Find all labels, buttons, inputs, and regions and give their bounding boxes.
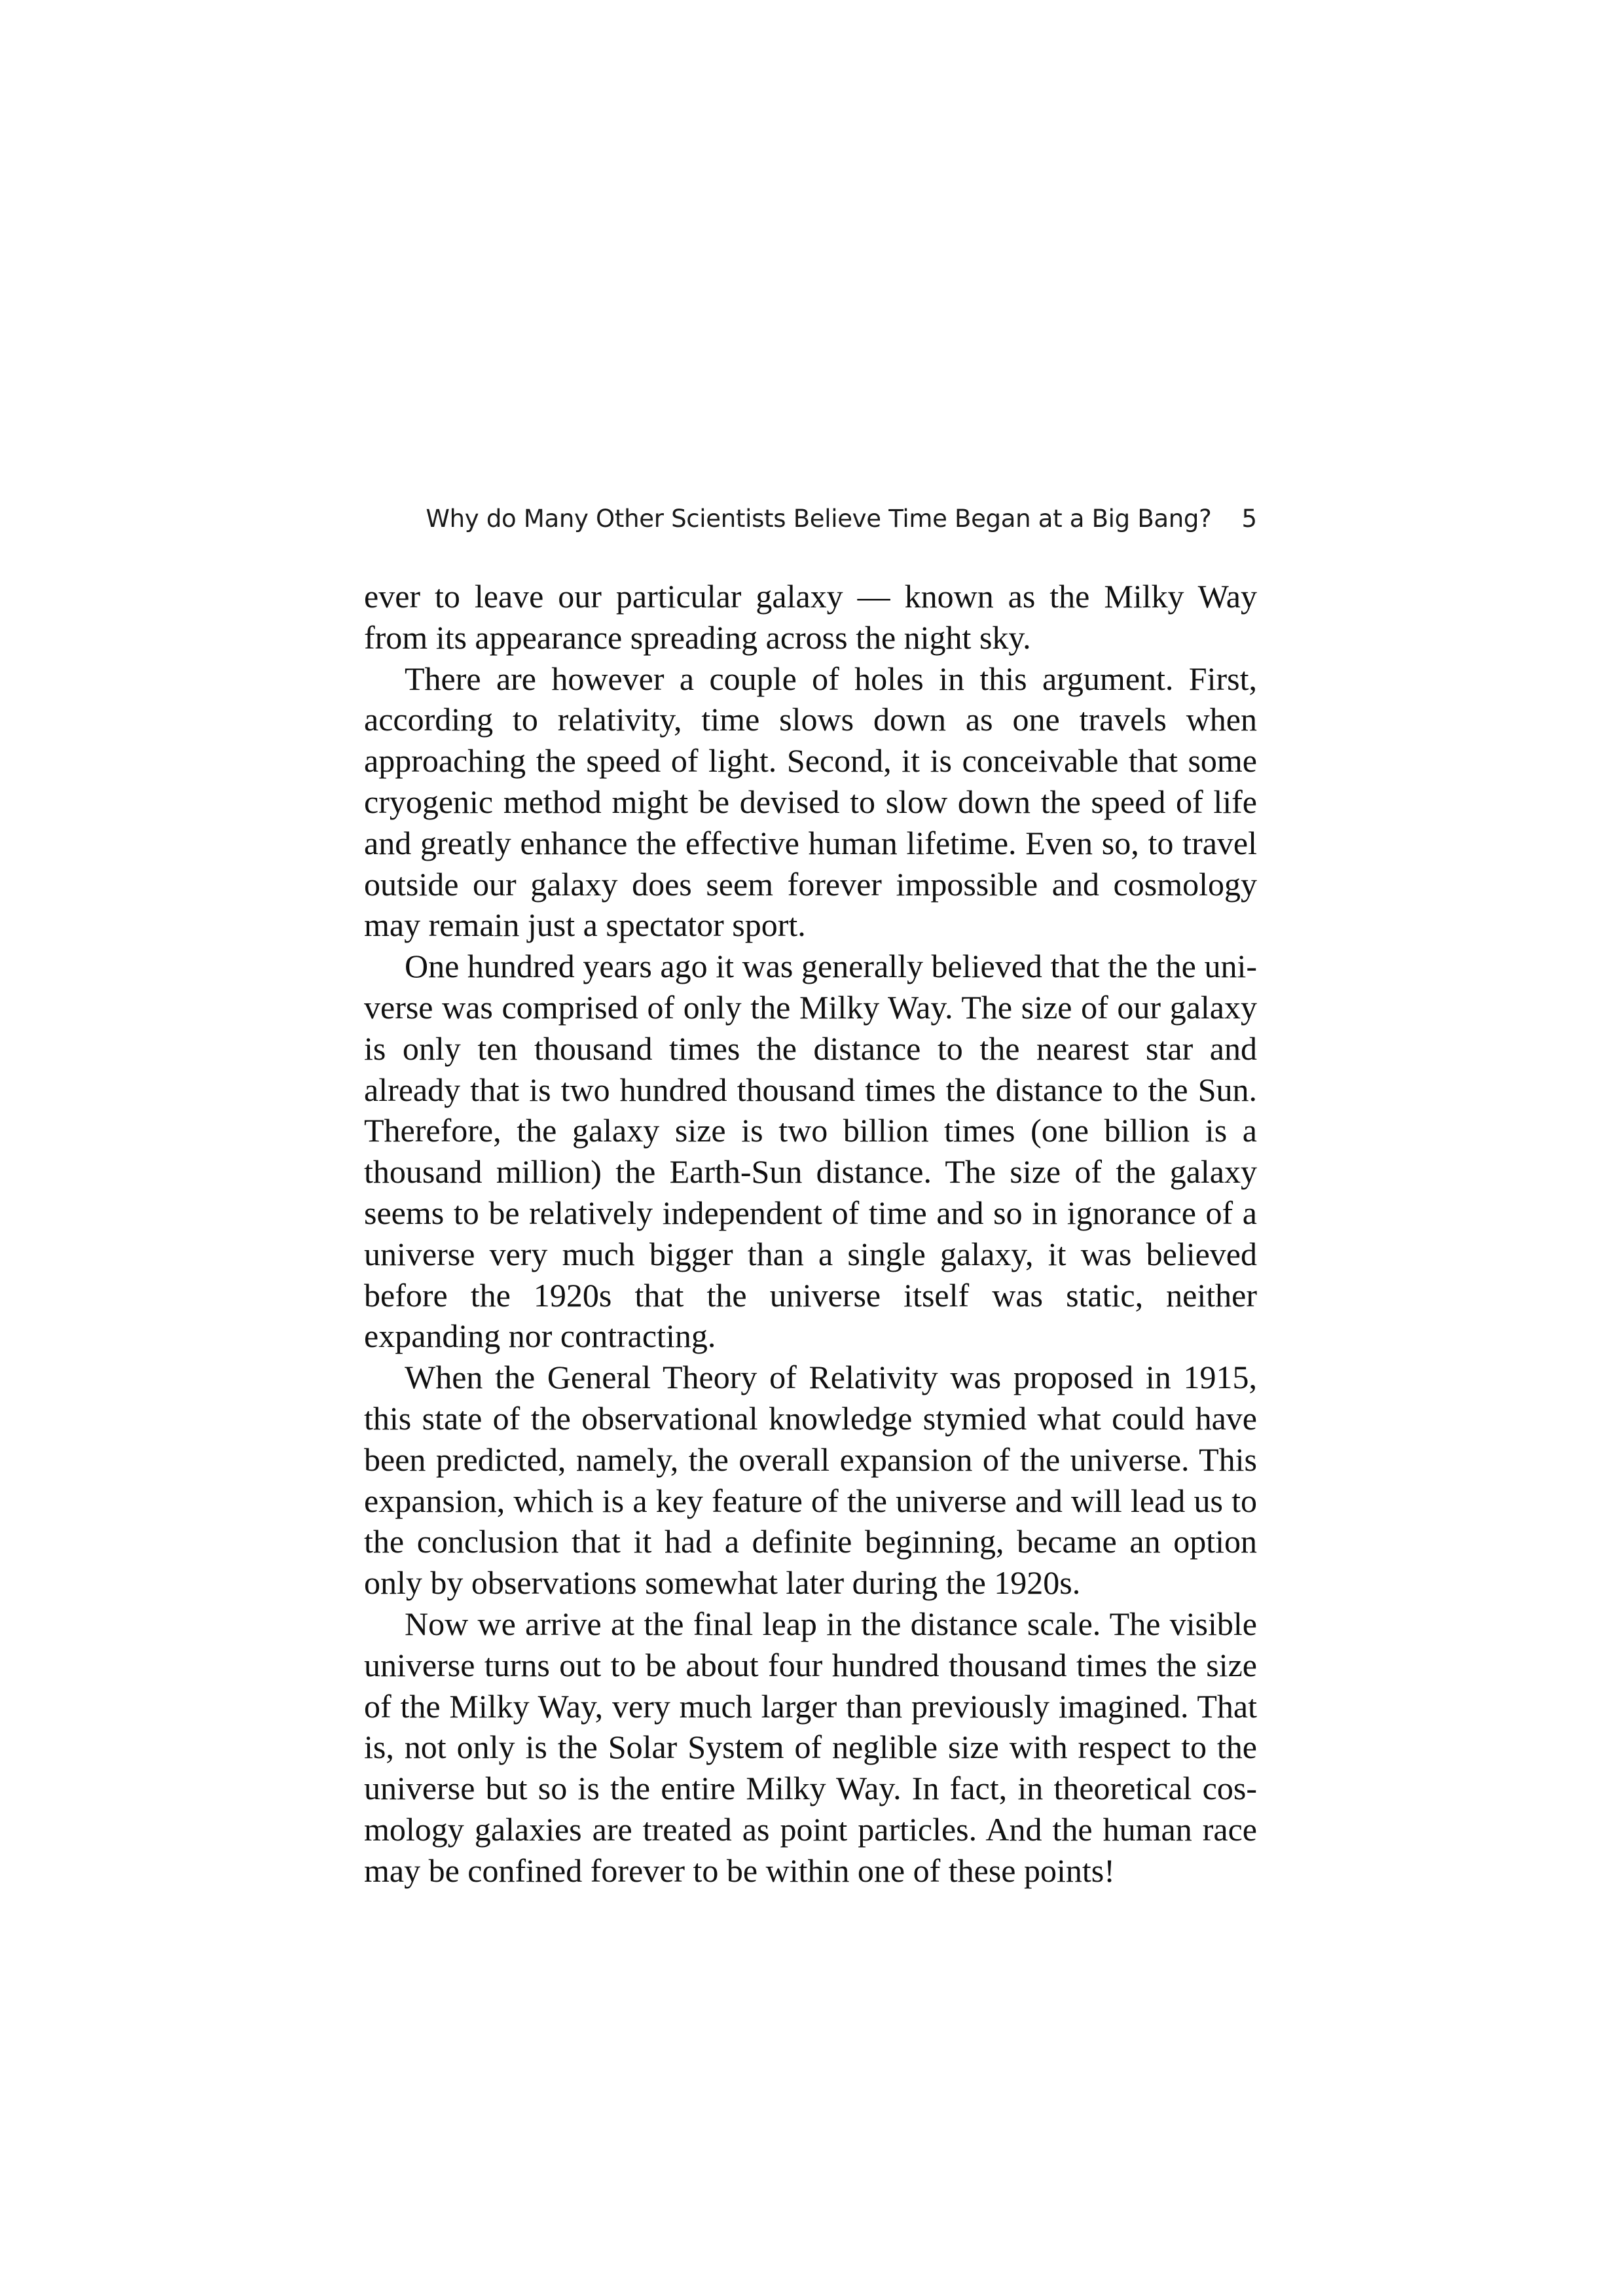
running-head xyxy=(364,499,1257,538)
paragraph: Now we arrive at the final leap in the distance scale. The visible universe turns out to be about four hundred thousand times the size of the Milky Way, very much larger than previously imagined. That is, not only is the Solar System of neglible size with respect to the universe but so is the entire Milky Way. In fact, in theoretical cosmology galaxies are treated as point particles. And the human race may be confined forever to be within one of these points! xyxy=(364,1605,1257,1889)
paragraph: When the General Theory of Relativity was proposed in 1915, this state of the observational knowledge stymied what could have been predicted, namely, the overall expansion of the universe. This expansion, which is a key feature of the universe and will lead us to the conclusion that it had a definite beginning, became an option only by observations somewhat later during the 1920s. xyxy=(364,1359,1257,1602)
paragraph: ever to leave our particular galaxy — known as the Milky Way from its appearance spreading across the night sky. xyxy=(364,578,1257,656)
paragraph: There are however a couple of holes in this argument. First, according to relativity, time slows down as one travels when approaching the speed of light. Second, it is conceivable that some cryogenic method might be devised to slow down the speed of life and greatly enhance the effective human lifetime. Even so, to travel outside our galaxy does seem forever impossible and cosmology may remain just a spectator sport. xyxy=(364,660,1257,944)
running-head-title: Why do Many Other Scientists Believe Time Began at a Big Bang? xyxy=(426,504,1212,533)
body-text xyxy=(364,576,1257,1892)
page-number: 5 xyxy=(1241,504,1257,533)
paragraph: One hundred years ago it was generally believed that the the universe was comprised of only the Milky Way. The size of our galaxy is only ten thousand times the distance to the nearest star and already that is two hundred thousand times the distance to the Sun. Therefore, the galaxy size is two billion times (one billion is a thousand million) the Earth-Sun distance. The size of the galaxy seems to be relatively independent of time and so in ignorance of a universe very much bigger than a single galaxy, it was believed before the 1920s that the universe itself was static, neither expanding nor contracting. xyxy=(364,948,1257,1355)
